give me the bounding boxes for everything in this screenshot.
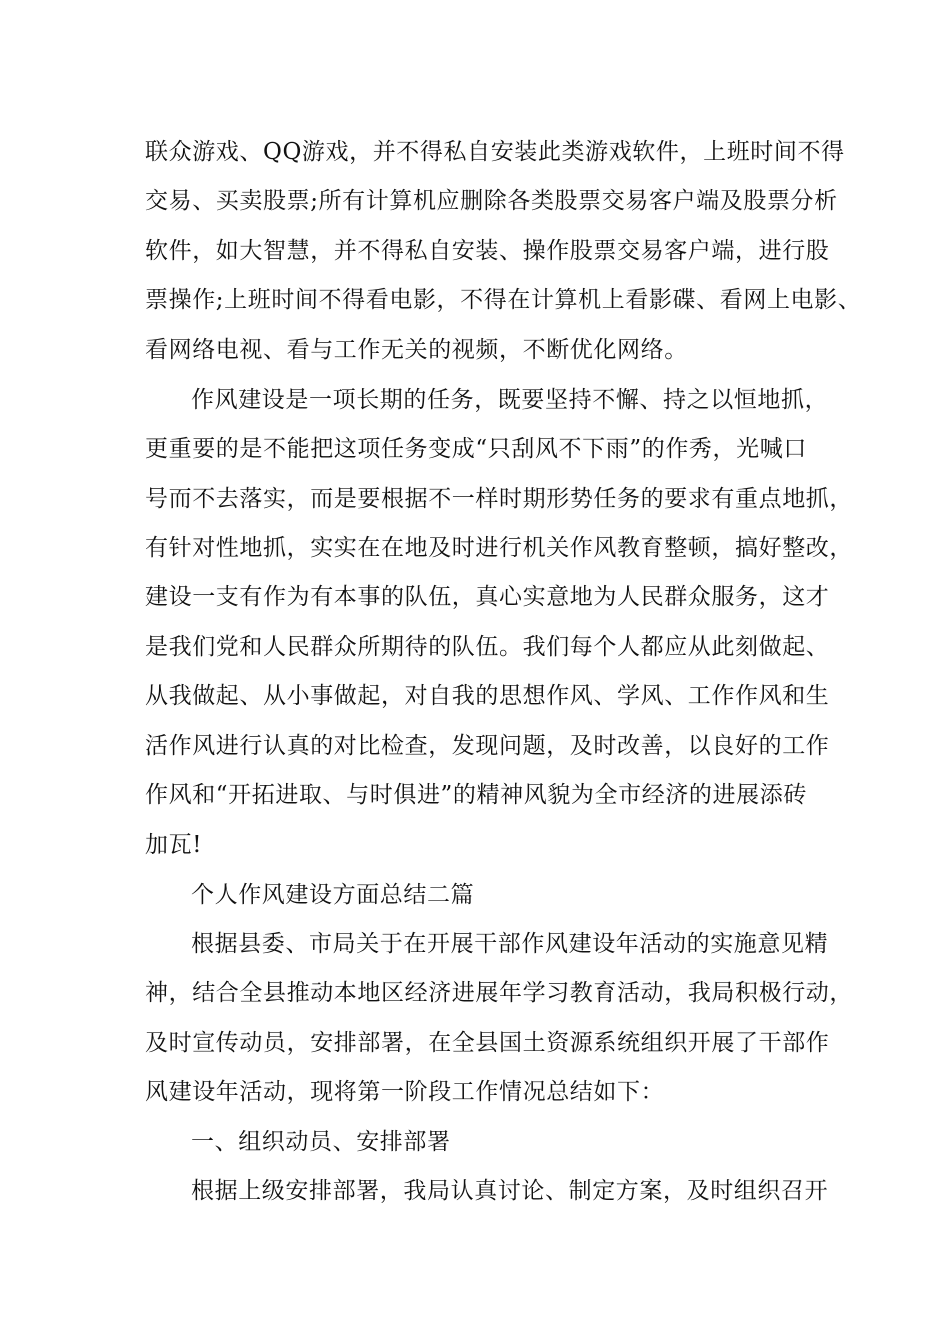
paragraph-1-line-2: 交易、买卖股票;所有计算机应删除各类股票交易客户端及股票分析 xyxy=(145,188,838,214)
paragraph-4-line-1: 根据上级安排部署，我局认真讨论、制定方案，及时组织召开 xyxy=(191,1178,829,1204)
paragraph-2-line-10: 加瓦! xyxy=(145,832,203,858)
paragraph-1-line-3: 软件，如大智慧，并不得私自安装、操作股票交易客户端，进行股 xyxy=(145,238,830,264)
paragraph-2-line-6: 是我们党和人民群众所期待的队伍。我们每个人都应从此刻做起、 xyxy=(145,634,830,660)
paragraph-1-line-5: 看网络电视、看与工作无关的视频，不断优化网络。 xyxy=(145,337,688,363)
paragraph-2-line-1: 作风建设是一项长期的任务，既要坚持不懈、持之以恒地抓， xyxy=(191,387,829,413)
paragraph-2-line-7: 从我做起、从小事做起，对自我的思想作风、学风、工作作风和生 xyxy=(145,683,830,709)
paragraph-2-line-3: 号而不去落实，而是要根据不一样时期形势任务的要求有重点地抓， xyxy=(145,486,853,512)
paragraph-3-line-1: 根据县委、市局关于在开展干部作风建设年活动的实施意见精 xyxy=(191,931,829,957)
paragraph-3-line-3: 及时宣传动员，安排部署，在全县国土资源系统组织开展了干部作 xyxy=(145,1030,830,1056)
paragraph-2-line-9: 作风和“开拓进取、与时俱进”的精神风貌为全市经济的进展添砖 xyxy=(145,782,807,808)
paragraph-2-line-4: 有针对性地抓，实实在在地及时进行机关作风教育整顿，搞好整改， xyxy=(145,535,853,561)
paragraph-2-line-5: 建设一支有作为有本事的队伍，真心实意地为人民群众服务，这才 xyxy=(145,584,830,610)
paragraph-2-line-2: 更重要的是不能把这项任务变成“只刮风不下雨”的作秀，光喊口 xyxy=(145,436,807,462)
paragraph-3-line-2: 神，结合全县推动本地区经济进展年学习教育活动，我局积极行动， xyxy=(145,980,853,1006)
paragraph-1-line-4: 票操作;上班时间不得看电影，不得在计算机上看影碟、看网上电影、 xyxy=(145,287,862,313)
section-title: 个人作风建设方面总结二篇 xyxy=(191,882,475,908)
paragraph-2-line-8: 活作风进行认真的对比检查，发现问题，及时改善，以良好的工作 xyxy=(145,733,830,759)
paragraph-3-line-4: 风建设年活动，现将第一阶段工作情况总结如下： xyxy=(145,1079,665,1105)
paragraph-1-line-1: 联众游戏、QQ游戏，并不得私自安装此类游戏软件，上班时间不得 xyxy=(145,139,845,165)
subheading-1: 一、组织动员、安排部署 xyxy=(191,1129,451,1155)
